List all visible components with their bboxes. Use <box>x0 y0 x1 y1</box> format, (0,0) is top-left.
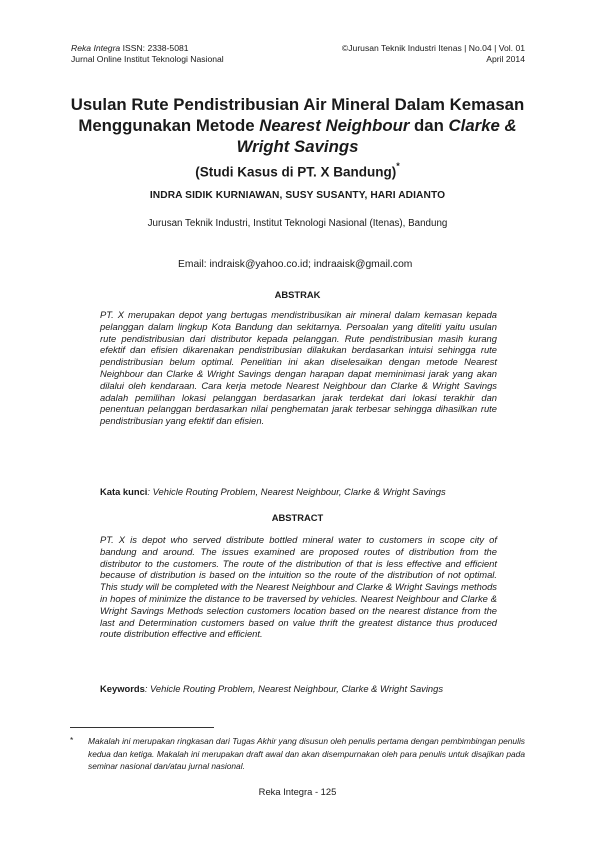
kata-kunci-label: Kata kunci <box>100 486 148 497</box>
kata-kunci: Kata kunci: Vehicle Routing Problem, Nearest Neighbour, Clarke & Wright Savings <box>100 486 446 497</box>
affiliation: Jurusan Teknik Industri, Institut Teknologi Nasional (Itenas), Bandung <box>147 218 448 229</box>
keywords-label: Keywords <box>100 683 145 694</box>
paper-title: Usulan Rute Pendistribusian Air Mineral Dalam Kemasan Menggunakan Metode Nearest Neighbour dan Clarke & Wright Savings <box>70 95 525 156</box>
header-issue-info <box>265 43 525 65</box>
author-list: INDRA SIDIK KURNIAWAN, SUSY SUSANTY, HARI ADIANTO <box>149 190 446 201</box>
paper-subtitle: (Studi Kasus di PT. X Bandung)* <box>195 161 400 180</box>
journal-full-name: Jurnal Online Institut Teknologi Nasional <box>71 54 224 64</box>
page-footer: Reka Integra - 125 <box>258 786 337 797</box>
abstrak-body: PT. X merupakan depot yang bertugas mendistribusikan air mineral dalam kemasan kepada pelanggan dalam lingkup Kota Bandung dan sekitarnya. Persoalan yang diteliti yaitu usulan rute pendistribusian dari distributor kepada pelanggan. Rute pendistribusian masih kurang efektif dan efisien dikarenakan pendistribusian dilakukan berdasarkan intuisi sehingga rute pendistribusian belum optimal. Penelitian ini akan diselesaikan dengan metode Nearest Neighbour dan Clarke & Wright Savings dengan harapan dapat meminimasi jarak yang akan dilalui oleh kendaraan. Cara kerja metode Nearest Neighbour dan Clarke & Wright Savings adalah pemilihan lokasi pelanggan berdasarkan jarak terdekat dari lokasi terakhir dan penentuan pelanggan berdasarkan nilai penghematan jarak terbesar sehingga dihasilkan rute pendistribusian yang efektif dan efisien. <box>100 309 497 427</box>
journal-name: Reka Integra <box>71 43 121 53</box>
copyright-line: ©Jurusan Teknik Industri Itenas | No.04 | Vol. 01 <box>341 43 525 53</box>
issn: ISSN: 2338-5081 <box>120 43 189 53</box>
abstract-body: PT. X is depot who served distribute bottled mineral water to customers in scope city of bandung and around. The issues examined are proposed routes of distribution from the distributor to the customers. The route of the distribution of that is less effective and efficient because of distribution is based on the intuition so the route of the distribution of not optimal. This study will be completed with the Nearest Neighbour and Clarke & Wright Savings methods in hopes of minimize the distance to be traversed by vehicles. Nearest Neighbour and Clarke & Wright Savings Methods selection customers location based on the nearest distance from the last and Determination customers based on value thrift the greatest distance thus produced route distribution effective and efficient. <box>100 534 497 640</box>
issue-date: April 2014 <box>486 54 525 64</box>
title-nearest-neighbour: Nearest Neighbour <box>259 116 410 135</box>
keywords: Keywords: Vehicle Routing Problem, Nearest Neighbour, Clarke & Wright Savings <box>100 683 444 694</box>
footnote-marker-bottom: * <box>70 735 74 745</box>
email-line: Email: indraisk@yahoo.co.id; indraaisk@gmail.com <box>178 259 413 270</box>
footnote-text: Makalah ini merupakan ringkasan dari Tugas Akhir yang disusun oleh penulis pertama dengan pembimbingan penulis kedua dan ketiga. Makalah ini merupakan draft awal dan akan disempurnakan oleh para penulis untuk disajikan pada seminar nasional dan/atau jurnal nasional. <box>88 736 525 772</box>
footnote-divider <box>70 727 214 728</box>
abstrak-heading: ABSTRAK <box>274 289 321 300</box>
abstract-heading: ABSTRACT <box>271 512 324 523</box>
footnote-marker: * <box>396 161 400 171</box>
title-clarke-wright: Clarke & Wright Savings <box>236 116 517 156</box>
